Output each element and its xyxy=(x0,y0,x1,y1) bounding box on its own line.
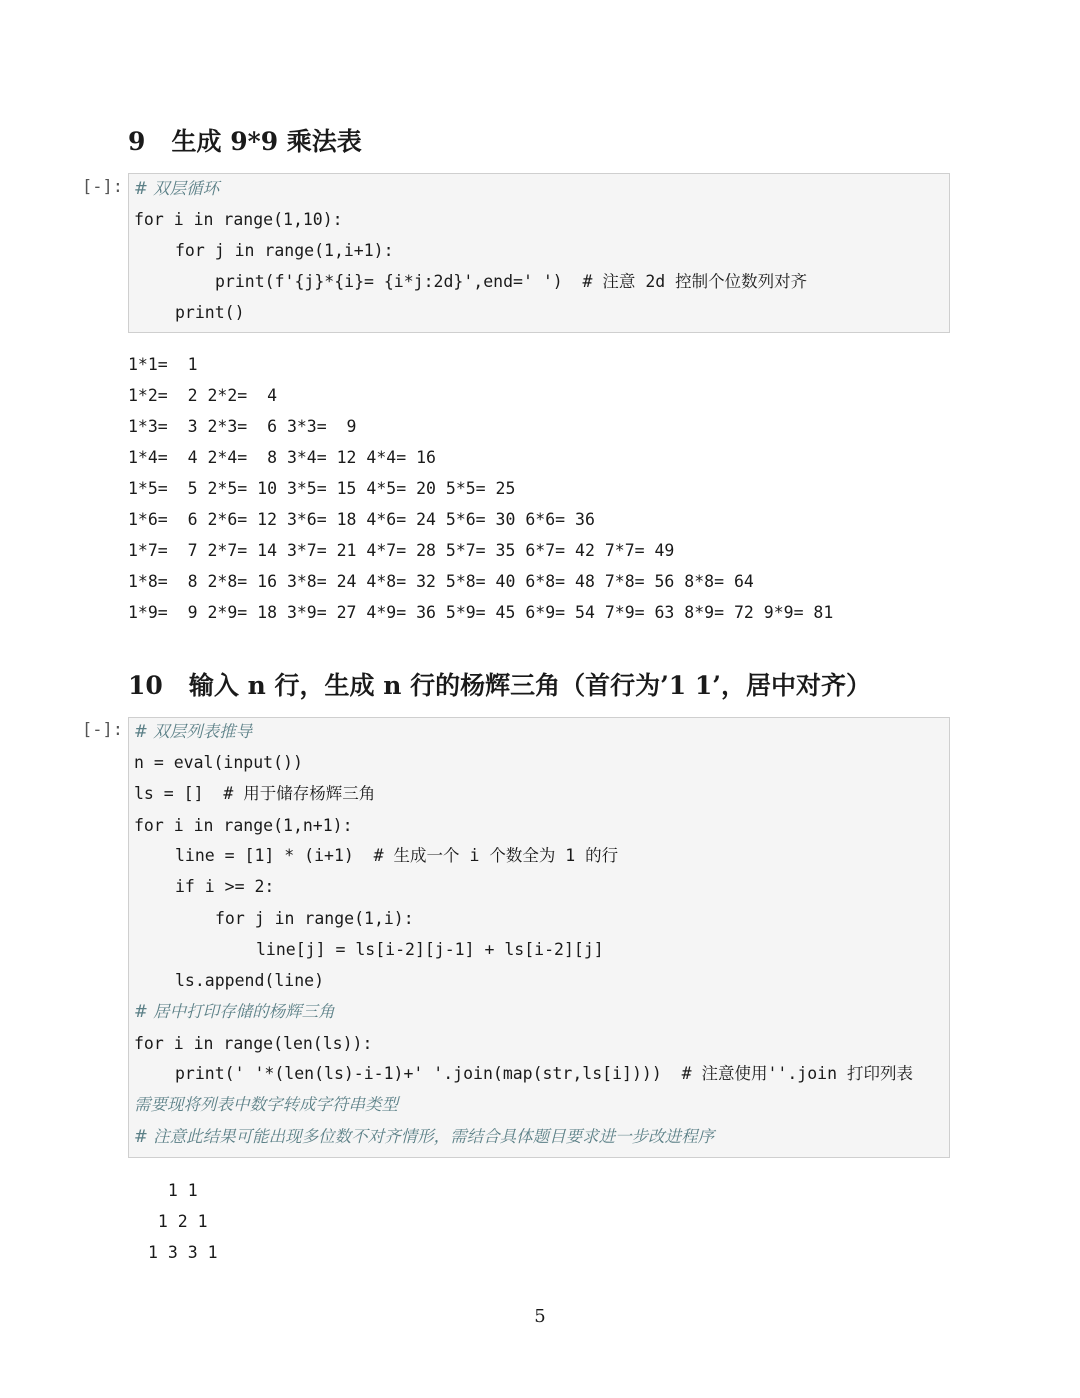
code-line xyxy=(134,815,353,837)
code-line xyxy=(215,271,807,293)
cell-prompt-10: [-]: xyxy=(82,720,123,740)
code-text: ls.append(line) xyxy=(175,971,325,990)
section-10-heading xyxy=(128,666,871,702)
code-text: for i in range(1,n+1): xyxy=(134,816,353,835)
code-text: # 双层循环 xyxy=(134,179,220,198)
code-line xyxy=(175,1063,913,1085)
output-area-9 xyxy=(128,354,948,634)
code-line xyxy=(134,752,303,774)
code-text: # 双层列表推导 xyxy=(134,722,253,741)
output-line: 1 3 3 1 xyxy=(148,1243,218,1262)
code-line xyxy=(256,939,604,961)
code-line xyxy=(134,783,375,805)
code-text: # 居中打印存储的杨辉三角 xyxy=(134,1002,335,1021)
output-line: 1*4= 4 2*4= 8 3*4= 12 4*4= 16 xyxy=(128,448,436,467)
section-10-title: 输入 n 行，生成 n 行的杨辉三角（首行为’1 1’，居中对齐） xyxy=(188,671,871,700)
code-line xyxy=(134,209,343,231)
code-line xyxy=(175,845,618,867)
code-text: ls = [] # 用于储存杨辉三角 xyxy=(134,784,376,803)
output-line: 1*2= 2 2*2= 4 xyxy=(128,386,278,405)
output-area-10 xyxy=(148,1180,448,1270)
section-9-title: 生成 9*9 乘法表 xyxy=(171,127,362,156)
code-line xyxy=(215,908,414,930)
output-line: 1 2 1 xyxy=(148,1212,208,1231)
code-cell-10[interactable] xyxy=(128,717,950,1158)
code-line xyxy=(134,1033,372,1055)
section-10-number: 10 xyxy=(128,671,163,700)
code-text: print(f'{j}*{i}= {i*j:2d}',end=' ') # 注意 2d 控制个位数列对齐 xyxy=(215,272,808,291)
code-comment xyxy=(134,1126,714,1148)
code-line xyxy=(175,302,245,324)
code-text: print(' '*(len(ls)-i-1)+' '.join(map(str,ls[i]))) # 注意使用''.join 打印列表 xyxy=(175,1064,913,1083)
page-number: 5 xyxy=(534,1306,546,1327)
code-text: for j in range(1,i): xyxy=(215,909,414,928)
output-line: 1*8= 8 2*8= 16 3*8= 24 4*8= 32 5*8= 40 6*8= 48 7*8= 56 8*8= 64 xyxy=(128,572,754,591)
code-text: line = [1] * (i+1) # 生成一个 i 个数全为 1 的行 xyxy=(175,846,619,865)
code-line xyxy=(175,240,394,262)
code-text: for i in range(len(ls)): xyxy=(134,1034,373,1053)
code-text: 需要现将列表中数字转成字符串类型 xyxy=(134,1095,398,1114)
code-comment xyxy=(134,721,252,743)
output-line: 1*6= 6 2*6= 12 3*6= 18 4*6= 24 5*6= 30 6*6= 36 xyxy=(128,510,595,529)
code-comment xyxy=(134,1001,335,1023)
code-cell-9[interactable] xyxy=(128,173,950,333)
output-line: 1*1= 1 xyxy=(128,355,198,374)
code-line xyxy=(175,876,274,898)
code-line xyxy=(175,970,324,992)
code-comment-continued xyxy=(134,1094,398,1116)
code-text: # 注意此结果可能出现多位数不对齐情形，需结合具体题目要求进一步改进程序 xyxy=(134,1127,715,1146)
code-text: if i >= 2: xyxy=(175,877,275,896)
section-9-number: 9 xyxy=(128,127,146,156)
output-line: 1*7= 7 2*7= 14 3*7= 21 4*7= 28 5*7= 35 6*7= 42 7*7= 49 xyxy=(128,541,675,560)
cell-prompt-9: [-]: xyxy=(82,177,123,197)
code-text: for i in range(1,10): xyxy=(134,210,343,229)
section-9-heading xyxy=(128,122,362,158)
code-comment xyxy=(134,178,219,200)
output-line: 1 1 xyxy=(148,1181,198,1200)
output-line: 1*5= 5 2*5= 10 3*5= 15 4*5= 20 5*5= 25 xyxy=(128,479,516,498)
code-text: for j in range(1,i+1): xyxy=(175,241,394,260)
code-text: line[j] = ls[i-2][j-1] + ls[i-2][j] xyxy=(256,940,604,959)
code-text: print() xyxy=(175,303,245,322)
output-line: 1*9= 9 2*9= 18 3*9= 27 4*9= 36 5*9= 45 6*9= 54 7*9= 63 8*9= 72 9*9= 81 xyxy=(128,603,834,622)
code-text: n = eval(input()) xyxy=(134,753,303,772)
output-line: 1*3= 3 2*3= 6 3*3= 9 xyxy=(128,417,357,436)
